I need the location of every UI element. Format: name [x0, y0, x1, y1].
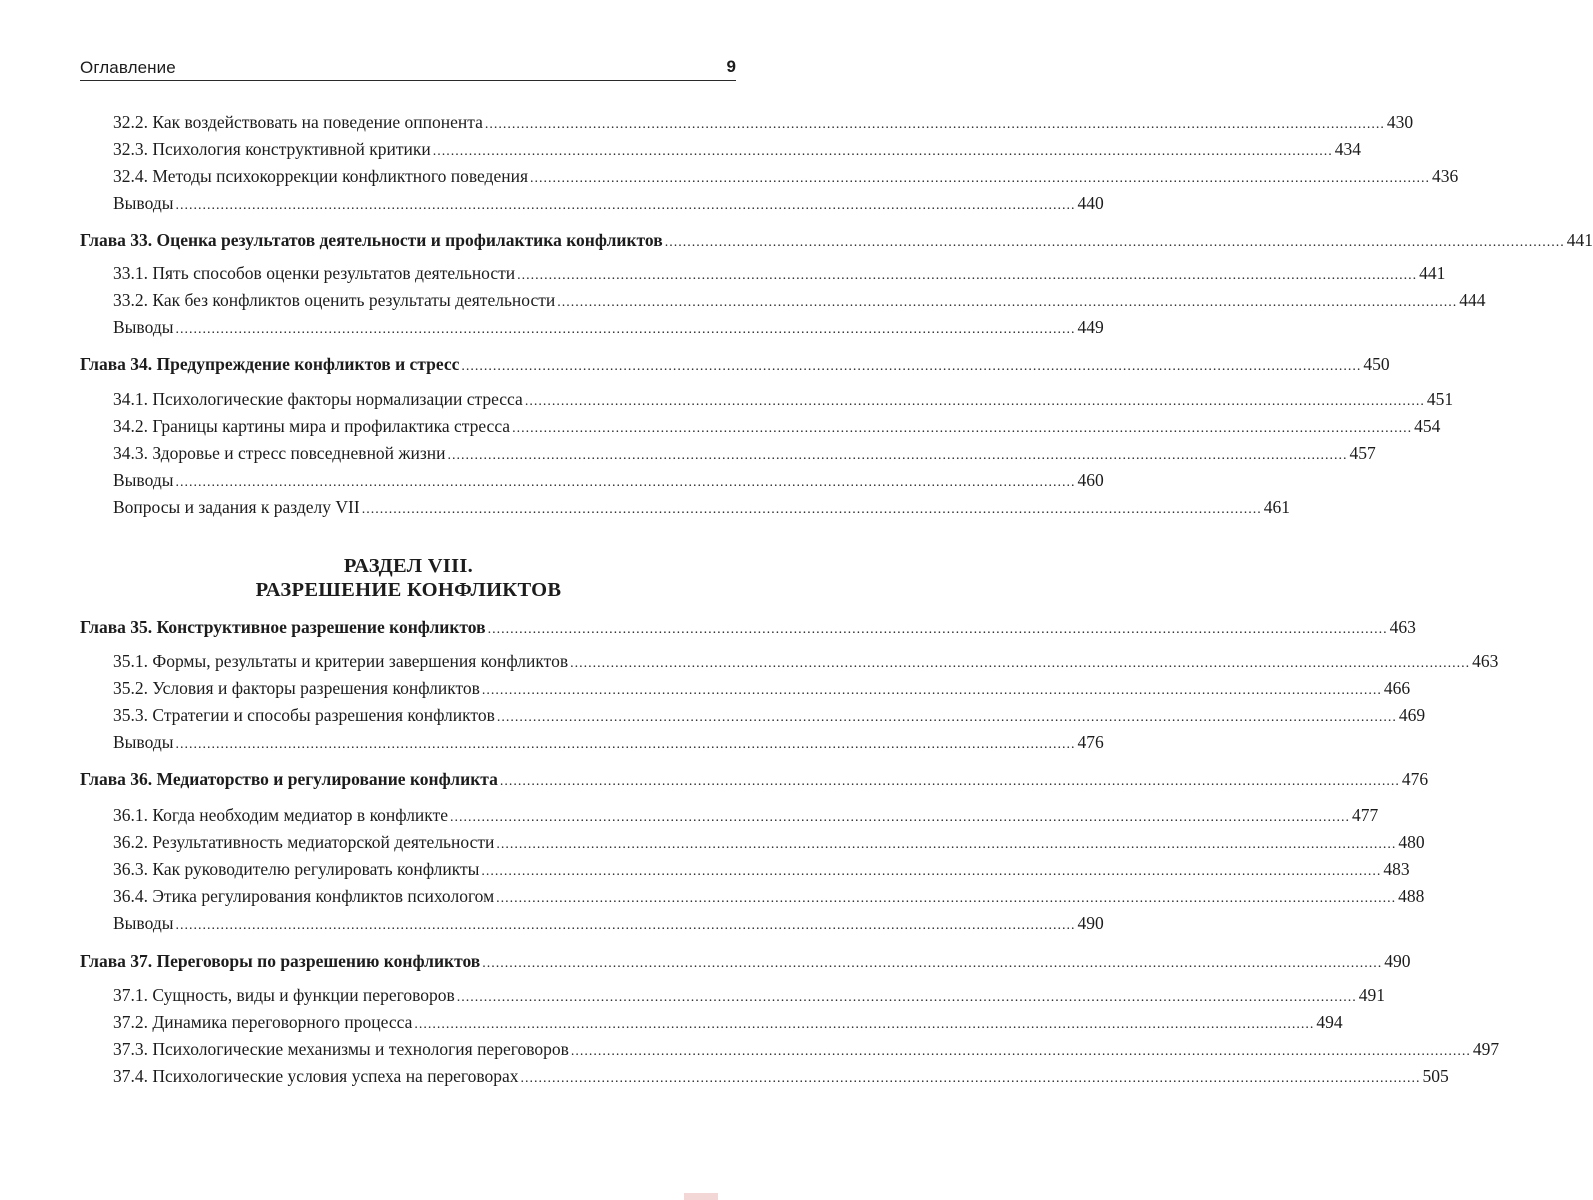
toc-entry-row: [113, 497, 1290, 523]
toc-entry-row: [113, 139, 1361, 165]
dot-leader: ........................................................................................................................................................................................................: [570, 1044, 1471, 1059]
dot-leader: ........................................................................................................................................................................................................: [570, 656, 1471, 671]
dot-leader: ........................................................................................................................................................................................................: [361, 502, 1262, 517]
toc-entry-title: Глава 37. Переговоры по разрешению конфликтов: [80, 951, 481, 971]
header-title: Оглавление: [80, 58, 176, 77]
toc-entry-row: [113, 290, 1486, 316]
toc-entry-title: Глава 36. Медиаторство и регулирование конфликта: [80, 769, 498, 789]
dot-leader: ........................................................................................................................................................................................................: [524, 394, 1425, 409]
dot-leader: ........................................................................................................................................................................................................: [499, 774, 1400, 789]
toc-entry-row: [113, 886, 1425, 912]
dot-leader: ........................................................................................................................................................................................................: [482, 956, 1383, 971]
toc-entry-row: [113, 805, 1379, 831]
toc-entry-title: Выводы: [113, 470, 174, 490]
toc-page-number: 483: [1383, 859, 1410, 879]
dot-leader: ........................................................................................................................................................................................................: [530, 171, 1431, 186]
toc-entry-row: [113, 705, 1426, 731]
toc-entry-row: [113, 166, 1459, 192]
toc-entry-title: Выводы: [113, 317, 174, 337]
dot-leader: ........................................................................................................................................................................................................: [432, 144, 1333, 159]
toc-entry-row: [113, 985, 1385, 1011]
toc-entry-row: [113, 1012, 1343, 1038]
dot-leader: ........................................................................................................................................................................................................: [512, 421, 1413, 436]
toc-entry-title: 37.4. Психологические условия успеха на переговорах: [113, 1066, 519, 1086]
dot-leader: ........................................................................................................................................................................................................: [450, 810, 1350, 825]
toc-page-number: 440: [1077, 193, 1104, 213]
toc-page-number: 463: [1472, 651, 1499, 671]
toc-chapter-row: [80, 230, 1593, 256]
toc-entry-title: 36.2. Результативность медиаторской деятельности: [113, 832, 495, 852]
toc-page-number: 494: [1316, 1012, 1343, 1032]
dot-leader: ........................................................................................................................................................................................................: [664, 235, 1565, 250]
toc-page-number: 434: [1334, 139, 1361, 159]
dot-leader: ........................................................................................................................................................................................................: [175, 918, 1076, 933]
toc-page-number: 476: [1077, 732, 1104, 752]
toc-entry-row: [113, 112, 1414, 138]
toc-entry-title: 32.4. Методы психокоррекции конфликтного поведения: [113, 166, 529, 186]
dot-leader: ........................................................................................................................................................................................................: [447, 448, 1348, 463]
dot-leader: ........................................................................................................................................................................................................: [175, 737, 1076, 752]
toc-entry-title: 33.1. Пять способов оценки результатов деятельности: [113, 263, 516, 283]
toc-entry-title: 36.4. Этика регулирования конфликтов психологом: [113, 886, 495, 906]
dot-leader: ........................................................................................................................................................................................................: [557, 295, 1458, 310]
dot-leader: ........................................................................................................................................................................................................: [496, 710, 1397, 725]
dot-leader: ........................................................................................................................................................................................................: [481, 864, 1382, 879]
toc-page-number: 490: [1384, 951, 1411, 971]
toc-entry-title: 32.3. Психология конструктивной критики: [113, 139, 431, 159]
toc-chapter-row: [80, 354, 1390, 380]
toc-chapter-row: [80, 951, 1411, 977]
toc-entry-row: [113, 651, 1499, 677]
toc-page-number: 441: [1566, 230, 1593, 250]
dot-leader: ........................................................................................................................................................................................................: [517, 268, 1418, 283]
toc-entry-title: Выводы: [113, 732, 174, 752]
toc-page-number: 469: [1398, 705, 1426, 725]
toc-entry-title: 36.3. Как руководителю регулировать конфликты: [113, 859, 480, 879]
dot-leader: ........................................................................................................................................................................................................: [175, 198, 1076, 213]
dot-leader: ........................................................................................................................................................................................................: [481, 683, 1382, 698]
toc-entry-title: 35.2. Условия и факторы разрешения конфликтов: [113, 678, 480, 698]
toc-chapter-row: [80, 769, 1429, 795]
toc-page-number: 454: [1414, 416, 1441, 436]
toc-entry-row: [113, 193, 1104, 219]
toc-entry-row: [113, 678, 1411, 704]
toc-page-number: 441: [1419, 263, 1446, 283]
toc-entry-row: [113, 416, 1441, 442]
toc-entry-title: 34.2. Границы картины мира и профилактика стресса: [113, 416, 511, 436]
toc-entry-title: Выводы: [113, 193, 174, 213]
toc-entry-row: [113, 317, 1104, 343]
toc-entry-row: [113, 832, 1425, 858]
toc-page-number: 490: [1077, 913, 1104, 933]
toc-entry-row: [113, 1066, 1449, 1092]
toc-page-number: 476: [1401, 769, 1429, 789]
dot-leader: ........................................................................................................................................................................................................: [175, 475, 1076, 490]
toc-entry-title: Глава 34. Предупреждение конфликтов и стресс: [80, 354, 460, 374]
toc-entry-title: Выводы: [113, 913, 174, 933]
section-heading-line-2: РАЗРЕШЕНИЕ КОНФЛИКТОВ: [255, 579, 562, 601]
dot-leader: ........................................................................................................................................................................................................: [520, 1071, 1421, 1086]
toc-entry-row: [113, 470, 1104, 496]
dot-leader: ........................................................................................................................................................................................................: [414, 1017, 1315, 1032]
toc-page-number: 450: [1363, 354, 1390, 374]
toc-entry-row: [113, 859, 1410, 885]
dot-leader: ........................................................................................................................................................................................................: [484, 117, 1385, 132]
toc-page-number: 497: [1472, 1039, 1500, 1059]
toc-entry-row: [113, 913, 1104, 939]
toc-entry-title: 36.1. Когда необходим медиатор в конфликте: [113, 805, 448, 825]
toc-entry-row: [113, 389, 1454, 415]
toc-entry-title: 35.1. Формы, результаты и критерии завершения конфликтов: [113, 651, 569, 671]
toc-entry-title: Глава 35. Конструктивное разрешение конфликтов: [80, 617, 486, 637]
toc-entry-title: 37.2. Динамика переговорного процесса: [113, 1012, 413, 1032]
toc-page-number: 444: [1459, 290, 1486, 310]
dot-leader: ........................................................................................................................................................................................................: [496, 837, 1397, 852]
toc-page-number: 491: [1358, 985, 1385, 1005]
dot-leader: ........................................................................................................................................................................................................: [496, 891, 1397, 906]
toc-entry-row: [113, 443, 1376, 469]
toc-entry-title: 34.1. Психологические факторы нормализации стресса: [113, 389, 523, 409]
toc-page-number: 480: [1398, 832, 1425, 852]
toc-entry-title: Глава 33. Оценка результатов деятельности и профилактика конфликтов: [80, 230, 663, 250]
section-heading-line-1: РАЗДЕЛ VIII.: [343, 555, 474, 577]
dot-leader: ........................................................................................................................................................................................................: [461, 359, 1362, 374]
dot-leader: ........................................................................................................................................................................................................: [175, 322, 1076, 337]
toc-page-number: 505: [1422, 1066, 1449, 1086]
toc-page-number: 460: [1077, 470, 1104, 490]
dot-leader: ........................................................................................................................................................................................................: [456, 990, 1357, 1005]
toc-page-number: 463: [1389, 617, 1416, 637]
toc-page-number: 430: [1386, 112, 1414, 132]
page-number: 9: [726, 57, 736, 76]
toc-entry-row: [113, 263, 1446, 289]
toc-entry-row: [113, 732, 1104, 758]
dot-leader: ........................................................................................................................................................................................................: [487, 622, 1388, 637]
toc-page-number: 457: [1349, 443, 1376, 463]
toc-entry-title: 32.2. Как воздействовать на поведение оппонента: [113, 112, 483, 132]
toc-page-number: 449: [1077, 317, 1104, 337]
corner-mark: [684, 1193, 718, 1200]
toc-page-number: 477: [1352, 805, 1379, 825]
toc-page-number: 461: [1263, 497, 1290, 517]
toc-entry-title: 35.3. Стратегии и способы разрешения конфликтов: [113, 705, 495, 725]
toc-entry-row: [113, 1039, 1500, 1065]
toc-entry-title: Вопросы и задания к разделу VII: [113, 497, 360, 517]
toc-page-number: 436: [1432, 166, 1459, 186]
toc-page-number: 466: [1383, 678, 1411, 698]
toc-page-number: 488: [1398, 886, 1425, 906]
toc-chapter-row: [80, 617, 1416, 643]
toc-entry-title: 34.3. Здоровье и стресс повседневной жизни: [113, 443, 446, 463]
toc-entry-title: 37.1. Сущность, виды и функции переговоров: [113, 985, 455, 1005]
toc-entry-title: 37.3. Психологические механизмы и технология переговоров: [113, 1039, 569, 1059]
toc-entry-title: 33.2. Как без конфликтов оценить результаты деятельности: [113, 290, 556, 310]
toc-page-number: 451: [1426, 389, 1454, 409]
